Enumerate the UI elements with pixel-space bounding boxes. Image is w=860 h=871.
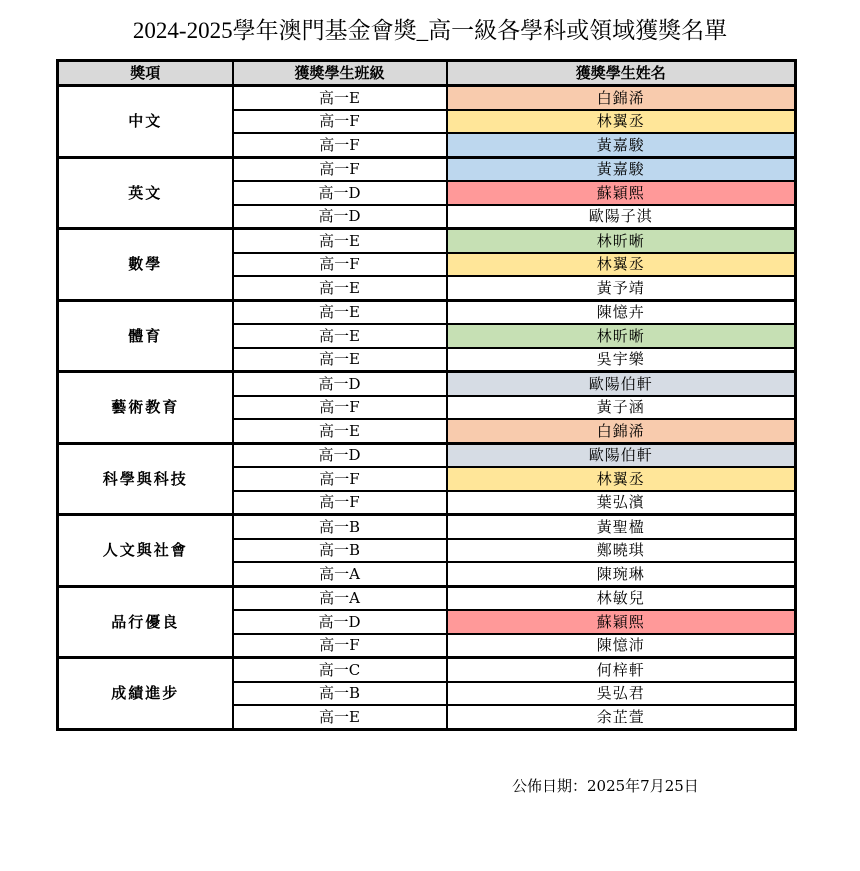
student-class: 高一A xyxy=(233,562,447,586)
student-name: 黃嘉駿 xyxy=(447,133,796,157)
award-category: 品行優良 xyxy=(58,586,233,658)
student-name: 陳琬琳 xyxy=(447,562,796,586)
student-class: 高一D xyxy=(233,181,447,205)
student-name: 歐陽伯軒 xyxy=(447,372,796,396)
student-class: 高一F xyxy=(233,396,447,420)
student-class: 高一A xyxy=(233,586,447,610)
student-name: 白錦浠 xyxy=(447,86,796,110)
student-name: 蘇穎熙 xyxy=(447,610,796,634)
award-category: 科學與科技 xyxy=(58,443,233,515)
student-class: 高一E xyxy=(233,705,447,729)
award-category: 藝術教育 xyxy=(58,372,233,444)
student-class: 高一B xyxy=(233,539,447,563)
student-name: 蘇穎熙 xyxy=(447,181,796,205)
student-name: 林昕晰 xyxy=(447,324,796,348)
student-name: 林敏兒 xyxy=(447,586,796,610)
student-name: 何梓軒 xyxy=(447,658,796,682)
student-class: 高一D xyxy=(233,205,447,229)
table-row xyxy=(58,372,796,396)
student-class: 高一D xyxy=(233,372,447,396)
award-category: 人文與社會 xyxy=(58,515,233,587)
student-class: 高一F xyxy=(233,634,447,658)
student-name: 鄭曉琪 xyxy=(447,539,796,563)
header-student-name: 獲獎學生姓名 xyxy=(447,61,796,86)
student-name: 歐陽子淇 xyxy=(447,205,796,229)
student-name: 黃子涵 xyxy=(447,396,796,420)
award-category: 成績進步 xyxy=(58,658,233,730)
student-name: 林昕晰 xyxy=(447,229,796,253)
student-class: 高一F xyxy=(233,491,447,515)
student-name: 余芷萱 xyxy=(447,705,796,729)
header-class: 獲獎學生班級 xyxy=(233,61,447,86)
student-name: 白錦浠 xyxy=(447,419,796,443)
student-class: 高一F xyxy=(233,157,447,181)
student-class: 高一E xyxy=(233,419,447,443)
student-name: 黃予靖 xyxy=(447,276,796,300)
award-category: 數學 xyxy=(58,229,233,301)
student-class: 高一F xyxy=(233,467,447,491)
student-class: 高一B xyxy=(233,515,447,539)
student-name: 林翼丞 xyxy=(447,253,796,277)
header-award: 獎項 xyxy=(58,61,233,86)
student-class: 高一D xyxy=(233,610,447,634)
table-row xyxy=(58,300,796,324)
student-class: 高一B xyxy=(233,682,447,706)
table-row xyxy=(58,443,796,467)
table-row xyxy=(58,586,796,610)
awards-table-body xyxy=(58,86,796,730)
publish-date: 公佈日期：2025年7月25日 xyxy=(512,777,699,795)
student-class: 高一C xyxy=(233,658,447,682)
student-class: 高一E xyxy=(233,324,447,348)
student-class: 高一E xyxy=(233,348,447,372)
table-header-row xyxy=(58,61,796,86)
student-class: 高一F xyxy=(233,110,447,134)
table-row xyxy=(58,229,796,253)
student-class: 高一F xyxy=(233,133,447,157)
student-class: 高一F xyxy=(233,253,447,277)
award-category: 英文 xyxy=(58,157,233,229)
student-name: 林翼丞 xyxy=(447,110,796,134)
student-name: 葉弘濱 xyxy=(447,491,796,515)
student-name: 吳宇樂 xyxy=(447,348,796,372)
student-name: 陳憶卉 xyxy=(447,300,796,324)
student-name: 黃嘉駿 xyxy=(447,157,796,181)
student-name: 吳弘君 xyxy=(447,682,796,706)
table-row xyxy=(58,658,796,682)
student-class: 高一E xyxy=(233,229,447,253)
page-title: 2024-2025學年澳門基金會獎_高一級各學科或領域獲獎名單 xyxy=(132,18,728,43)
table-row xyxy=(58,86,796,110)
student-class: 高一E xyxy=(233,300,447,324)
student-name: 黃聖楹 xyxy=(447,515,796,539)
table-row xyxy=(58,157,796,181)
award-category: 中文 xyxy=(58,86,233,158)
student-name: 歐陽伯軒 xyxy=(447,443,796,467)
award-category: 體育 xyxy=(58,300,233,372)
student-class: 高一D xyxy=(233,443,447,467)
student-class: 高一E xyxy=(233,86,447,110)
student-name: 林翼丞 xyxy=(447,467,796,491)
student-name: 陳憶沛 xyxy=(447,634,796,658)
table-row xyxy=(58,515,796,539)
awards-table xyxy=(56,59,797,731)
student-class: 高一E xyxy=(233,276,447,300)
